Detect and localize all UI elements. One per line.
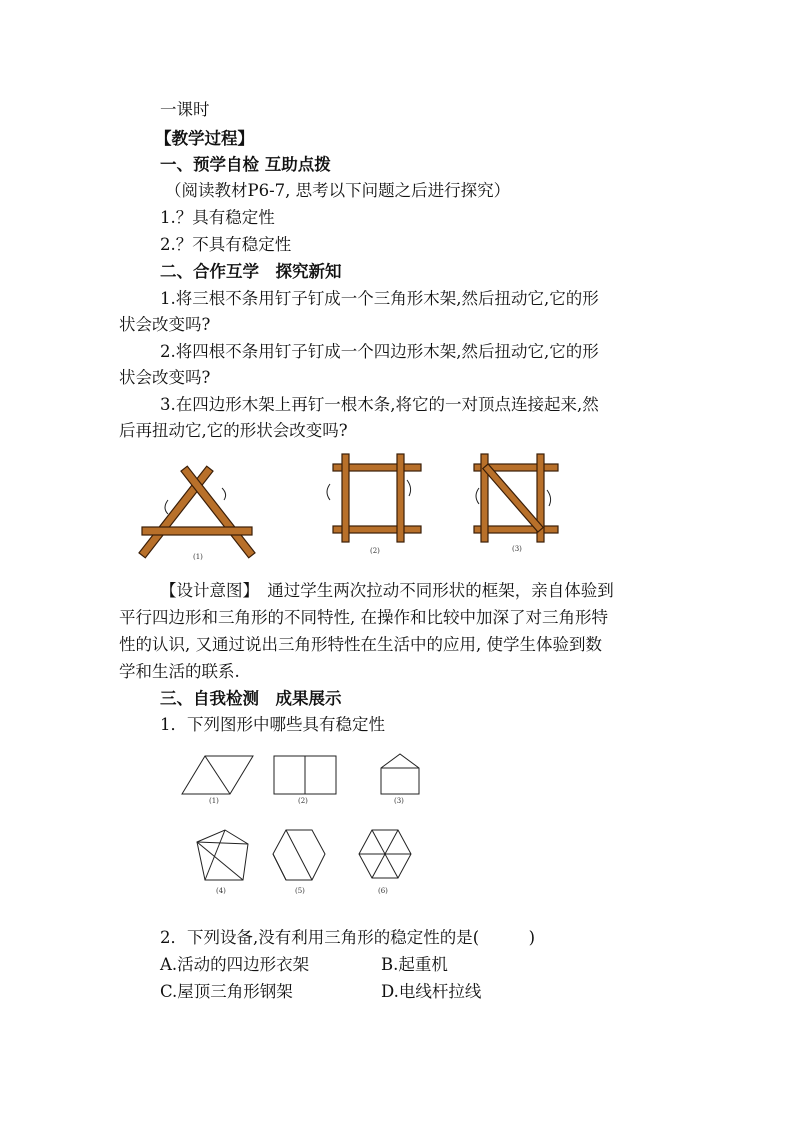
shape-caption-2: (2): [298, 797, 308, 805]
design-intent-line4: 学和生活的联系.: [119, 662, 240, 681]
section3-question2: 2．下列设备,没有利用三角形的稳定性的是( ): [160, 928, 536, 947]
section1-question1: 1.？具有稳定性: [160, 208, 275, 227]
lesson-period: 一课时: [160, 100, 210, 119]
section1-title: 一、预学自检 互助点拨: [160, 155, 331, 174]
shape-caption-3: (3): [394, 797, 404, 805]
section2-question3-line1: 3.在四边形木架上再钉一根木条,将它的一对顶点连接起来,然: [160, 395, 599, 414]
wooden-frames-figure: [0, 450, 794, 570]
option-c: C.屋顶三角形钢架: [160, 982, 293, 1001]
section1-intro: （阅读教材P6-7, 思考以下问题之后进行探究）: [165, 181, 511, 200]
frame-caption-3: (3): [512, 545, 522, 553]
section2-question2-line2: 状会改变吗?: [119, 368, 211, 387]
section2-question2-line1: 2.将四根不条用钉子钉成一个四边形木架,然后扭动它,它的形: [160, 342, 599, 361]
option-d: D.电线杆拉线: [381, 982, 482, 1001]
section2-question3-line2: 后再扭动它,它的形状会改变吗?: [119, 421, 348, 440]
shape-caption-6: (6): [378, 887, 388, 895]
design-intent-line2: 平行四边形和三角形的不同特性, 在操作和比较中加深了对三角形特: [119, 608, 608, 627]
shape-pentagon: [197, 830, 248, 880]
process-title: 【教学过程】: [155, 129, 254, 148]
section2-title: 二、合作互学 探究新知: [160, 262, 342, 281]
shape-hexagon-triangles: [359, 830, 411, 878]
section1-question2: 2.？不具有稳定性: [160, 235, 292, 254]
frame-caption-1: (1): [193, 553, 203, 561]
design-intent-line3: 性的认识, 又通过说出三角形特性在生活中的应用, 使学生体验到数: [119, 635, 602, 654]
option-a: A.活动的四边形衣架: [160, 955, 310, 974]
section2-question1-line2: 状会改变吗?: [119, 315, 211, 334]
shape-caption-5: (5): [295, 887, 305, 895]
shape-hexagon-lines: [273, 830, 325, 880]
shape-house: [381, 754, 419, 794]
shape-divided-rectangle: [274, 756, 336, 794]
shape-caption-4: (4): [216, 887, 226, 895]
braced-square-frame: [474, 454, 558, 542]
design-intent-line1: 【设计意图】 通过学生两次拉动不同形状的框架，亲自体验到: [160, 581, 614, 600]
section3-title: 三、自我检测 成果展示: [160, 689, 342, 708]
shape-caption-1: (1): [209, 797, 219, 805]
square-frame: [327, 454, 421, 542]
triangle-frame: [139, 466, 255, 558]
section2-question1-line1: 1.将三根不条用钉子钉成一个三角形木架,然后扭动它,它的形: [160, 289, 599, 308]
section3-question1: 1．下列图形中哪些具有稳定性: [160, 715, 385, 734]
option-b: B.起重机: [381, 955, 448, 974]
frame-caption-2: (2): [370, 547, 380, 555]
stability-shapes-figure: [0, 750, 794, 920]
shape-parallelogram: [182, 756, 253, 794]
